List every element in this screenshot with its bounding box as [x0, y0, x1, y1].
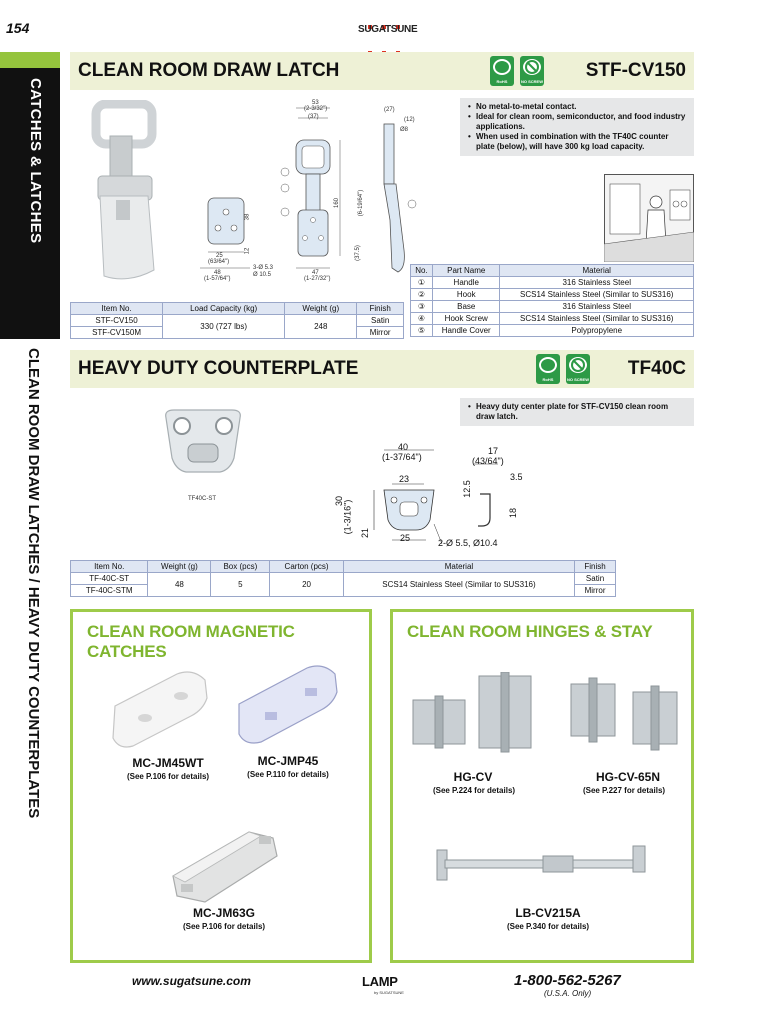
counterplate-photo	[160, 408, 246, 486]
side-tab-accent	[0, 52, 60, 68]
mc-jm63g-photo	[165, 818, 285, 908]
photo-caption: TF40C-ST	[188, 496, 217, 502]
side-section-label	[0, 342, 60, 942]
phone-region: (U.S.A. Only)	[544, 989, 592, 998]
brand-dots	[358, 16, 410, 20]
no-screw-icon: NO SCREW	[566, 354, 590, 384]
note-item: • Ideal for clean room, semiconductor, and food industry applications.	[468, 112, 688, 132]
brand-logo	[358, 16, 418, 46]
item-name: HG-CV	[453, 770, 493, 784]
spec-table-counterplate: Item No. Weight (g) Box (pcs) Carton (pcs) Material Finish TF-40C-ST 48 5 20 SCS14 Stainless Steel (Similar to SUS316) Satin TF-40C-STM Mirror	[70, 560, 616, 597]
parts-table: No. Part Name Material ① Handle 316 Stainless Steel ② Hook SCS14 Stainless Steel (Similar to SUS316) ③ Base 316 Stainless Steel ④ Hook Screw SCS14 Stainless Steel (Similar to SUS316) ⑤ Handle Cover Polypropylene	[410, 264, 694, 337]
latch-front-drawing	[278, 100, 348, 280]
lamp-logo: LAMP	[362, 974, 398, 989]
brand-name: SUGATSUNE	[358, 24, 418, 35]
item-name: MC-JMP45	[257, 754, 319, 768]
website-link[interactable]: www.sugatsune.com	[132, 974, 251, 988]
section-heading-draw-latch	[70, 52, 694, 90]
leaf-icon: RoHS	[536, 354, 560, 384]
section-title: HEAVY DUTY COUNTERPLATE	[78, 358, 359, 379]
item-name: MC-JM45WT	[132, 756, 204, 770]
no-screw-icon: NO SCREW	[520, 56, 544, 86]
item-name: LB-CV215A	[515, 906, 581, 920]
hinges-stay-box	[390, 609, 694, 963]
hg-cv-photo	[409, 672, 533, 756]
table-row: TF-40C-ST 48 5 20 SCS14 Stainless Steel (Similar to SUS316) Satin	[71, 573, 616, 585]
side-tab-label: CATCHES & LATCHES	[27, 78, 44, 244]
feature-notes	[460, 98, 694, 156]
hg-cv-65n-photo	[567, 674, 683, 756]
item-name: HG-CV-65N	[595, 770, 660, 784]
item-name: MC-JM63G	[192, 906, 255, 920]
box-title: CLEAN ROOM MAGNETIC CATCHES	[87, 622, 295, 661]
item-reference: (See P.340 for details)	[506, 922, 590, 931]
lamp-logo-sub: by SUGATSUNE	[374, 990, 404, 995]
phone-number: 1-800-562-5267	[514, 972, 621, 989]
table-row: TF-40C-STM Mirror	[71, 585, 616, 597]
item-reference: (See P.106 for details)	[126, 772, 210, 781]
section-heading-counterplate	[70, 350, 694, 388]
mc-jm45wt-photo	[107, 666, 217, 756]
lb-cv215a-photo	[433, 842, 653, 902]
table-row: ④ Hook Screw SCS14 Stainless Steel (Similar to SUS316)	[411, 313, 694, 325]
note-item: • When used in combination with the TF40C counter plate (below), will have 300 kg load capacity.	[468, 132, 688, 152]
table-row: ② Hook SCS14 Stainless Steel (Similar to SUS316)	[411, 289, 694, 301]
leaf-icon: RoHS	[490, 56, 514, 86]
brand-dots-bottom	[358, 42, 410, 46]
clean-room-illustration	[604, 174, 694, 262]
item-reference: (See P.227 for details)	[582, 786, 666, 795]
table-row: ① Handle 316 Stainless Steel	[411, 277, 694, 289]
feature-notes	[460, 398, 694, 426]
page-number: 154	[6, 20, 30, 36]
item-reference: (See P.110 for details)	[247, 770, 329, 779]
table-row: STF-CV150M Mirror	[71, 327, 404, 339]
table-row: STF-CV150 330 (727 lbs) 248 Satin	[71, 315, 404, 327]
section-title: CLEAN ROOM DRAW LATCH	[78, 60, 340, 81]
latch-side-drawing	[370, 100, 420, 280]
product-code: STF-CV150	[585, 60, 686, 81]
box-title: CLEAN ROOM HINGES & STAY	[407, 622, 653, 641]
item-reference: (See P.106 for details)	[182, 922, 266, 931]
draw-latch-photo	[88, 100, 168, 290]
note-item: • Heavy duty center plate for STF-CV150 clean room draw latch.	[468, 402, 688, 422]
spec-table-draw-latch: Item No. Load Capacity (kg) Weight (g) Finish STF-CV150 330 (727 lbs) 248 Satin STF-CV150M Mirror	[70, 302, 404, 339]
table-row: ⑤ Handle Cover Polypropylene	[411, 325, 694, 337]
item-reference: (See P.224 for details)	[432, 786, 516, 795]
side-section-text: CLEAN ROOM DRAW LATCHES / HEAVY DUTY COUNTERPLATES	[25, 348, 42, 819]
side-tab[interactable]	[0, 68, 60, 339]
mc-jmp45-photo	[233, 660, 345, 750]
product-code: TF40C	[627, 358, 686, 379]
table-row: ③ Base 316 Stainless Steel	[411, 301, 694, 313]
note-item: • No metal-to-metal contact.	[468, 102, 688, 112]
magnetic-catches-box	[70, 609, 372, 963]
